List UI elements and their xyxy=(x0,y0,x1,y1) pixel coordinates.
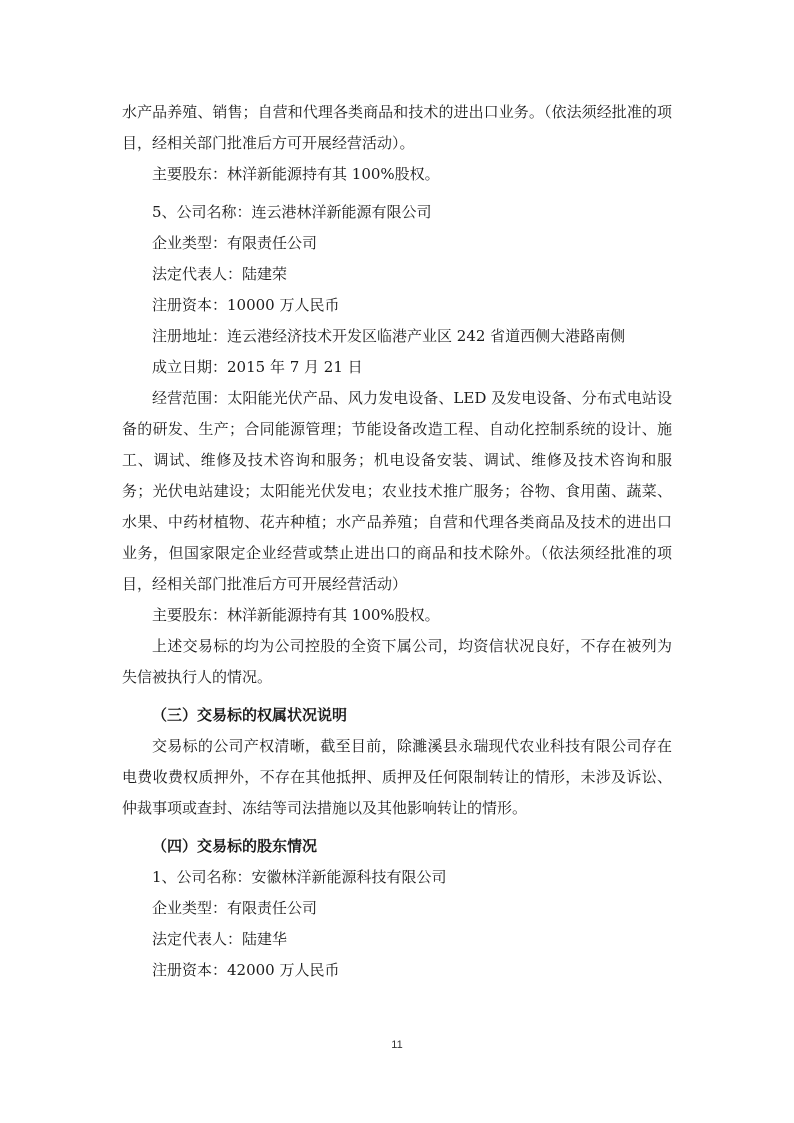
sh-company-1-legal-rep: 法定代表人：陆建华 xyxy=(152,930,288,948)
company-5-type: 企业类型：有限责任公司 xyxy=(152,234,318,252)
shareholder-5: 主要股东：林洋新能源持有其 100%股权。 xyxy=(152,606,440,624)
heading-shareholders: （四）交易标的股东情况 xyxy=(152,837,318,855)
company-5-name: 5、公司名称：连云港林洋新能源有限公司 xyxy=(152,203,432,221)
company-5-legal-rep: 法定代表人：陆建荣 xyxy=(152,265,288,283)
summary-paragraph: 上述交易标的均为公司控股的全资下属公司，均资信状况良好，不存在被列为失信被执行人的情况。 xyxy=(122,637,672,686)
cont-business-scope: 水产品养殖、销售；自营和代理各类商品和技术的进出口业务。（依法须经批准的项目，经相关部门批准后方可开展经营活动）。 xyxy=(122,103,672,152)
page-number: 11 xyxy=(391,1039,403,1051)
company-5-capital: 注册资本：10000 万人民币 xyxy=(152,296,340,314)
shareholder-4: 主要股东：林洋新能源持有其 100%股权。 xyxy=(152,165,440,183)
company-5-address: 注册地址：连云港经济技术开发区临港产业区 242 省道西侧大港路南侧 xyxy=(152,327,626,345)
ownership-paragraph: 交易标的公司产权清晰，截至目前，除濉溪县永瑞现代农业科技有限公司存在电费收费权质押外，不存在其他抵押、质押及任何限制转让的情形，未涉及诉讼、仲裁事项或查封、冻结等司法措施以及其他影响转让的情形。 xyxy=(122,737,672,817)
page-content xyxy=(122,97,672,986)
company-5-scope: 经营范围：太阳能光伏产品、风力发电设备、LED 及发电设备、分布式电站设备的研发、生产；合同能源管理；节能设备改造工程、自动化控制系统的设计、施工、调试、维修及技术咨询和服务；机电设备安装、调试、维修及技术咨询和服务；光伏电站建设；太阳能光伏发电；农业技术推广服务；谷物、食用菌、蔬菜、水果、中药材植物、花卉种植；水产品养殖；自营和代理各类商品及技术的进出口业务，但国家限定企业经营或禁止进出口的商品和技术除外。（依法须经批准的项目，经相关部门批准后方可开展经营活动） xyxy=(122,389,672,593)
sh-company-1-capital: 注册资本：42000 万人民币 xyxy=(152,961,340,979)
company-5-date: 成立日期：2015 年 7 月 21 日 xyxy=(152,358,363,376)
sh-company-1-name: 1、公司名称：安徽林洋新能源科技有限公司 xyxy=(152,868,447,886)
heading-ownership: （三）交易标的权属状况说明 xyxy=(152,706,348,724)
sh-company-1-type: 企业类型：有限责任公司 xyxy=(152,899,318,917)
